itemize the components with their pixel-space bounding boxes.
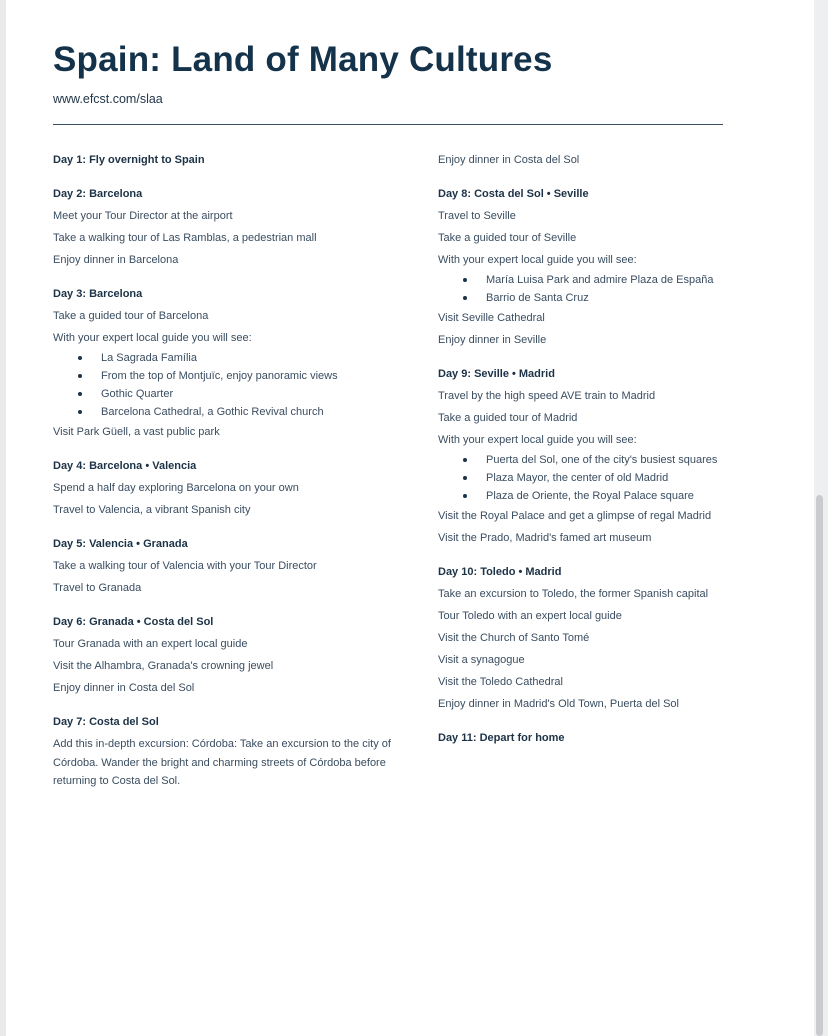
itinerary-line: Take a guided tour of Seville xyxy=(438,232,577,244)
day-title: Day 10: Toledo • Madrid xyxy=(438,566,562,578)
itinerary-line: Take a walking tour of Las Ramblas, a pedestrian mall xyxy=(53,232,317,244)
sight-list xyxy=(53,349,413,421)
itinerary-line: Tour Toledo with an expert local guide xyxy=(438,610,622,622)
itinerary-line: Enjoy dinner in Costa del Sol xyxy=(438,154,580,166)
itinerary-line: Tour Granada with an expert local guide xyxy=(53,638,248,650)
day-title: Day 4: Barcelona • Valencia xyxy=(53,460,197,472)
sight-list-item: Puerta del Sol, one of the city's busiest squares xyxy=(438,451,768,469)
itinerary-left-column xyxy=(53,149,413,803)
itinerary-line: With your expert local guide you will see: xyxy=(438,254,637,266)
day-title: Day 2: Barcelona xyxy=(53,188,143,200)
day-title: Day 8: Costa del Sol • Seville xyxy=(438,188,589,200)
sight-list-item: María Luisa Park and admire Plaza de España xyxy=(438,271,768,289)
page-title: Spain: Land of Many Cultures xyxy=(53,40,553,79)
itinerary-line: Visit Seville Cathedral xyxy=(438,312,545,324)
itinerary-line: Visit a synagogue xyxy=(438,654,525,666)
itinerary-line: Enjoy dinner in Costa del Sol xyxy=(53,682,195,694)
itinerary-line: Visit the Church of Santo Tomé xyxy=(438,632,590,644)
day-block xyxy=(53,283,413,443)
sight-list-item: Barrio de Santa Cruz xyxy=(438,289,768,307)
day-block xyxy=(438,149,768,171)
itinerary-line: Visit Park Güell, a vast public park xyxy=(53,426,220,438)
itinerary-line: Travel to Seville xyxy=(438,210,516,222)
itinerary-line: Take an excursion to Toledo, the former Spanish capital xyxy=(438,588,709,600)
itinerary-line: Visit the Toledo Cathedral xyxy=(438,676,563,688)
sight-list-item: La Sagrada Família xyxy=(53,349,413,367)
itinerary-line: Travel to Valencia, a vibrant Spanish city xyxy=(53,504,251,516)
itinerary-line: Take a guided tour of Barcelona xyxy=(53,310,209,322)
day-title: Day 6: Granada • Costa del Sol xyxy=(53,616,214,628)
day-block xyxy=(438,363,768,549)
scrollbar-thumb[interactable] xyxy=(816,495,823,1036)
day-block xyxy=(438,183,768,351)
itinerary-line: Enjoy dinner in Madrid's Old Town, Puerta del Sol xyxy=(438,698,679,710)
day-block xyxy=(438,727,768,749)
day-block xyxy=(53,711,413,791)
day-block xyxy=(53,533,413,599)
itinerary-line: Visit the Alhambra, Granada's crowning jewel xyxy=(53,660,274,672)
tour-url: www.efcst.com/slaa xyxy=(53,92,163,106)
itinerary-line: Visit the Royal Palace and get a glimpse of regal Madrid xyxy=(438,510,712,522)
day-title: Day 9: Seville • Madrid xyxy=(438,368,555,380)
itinerary-line: Visit the Prado, Madrid's famed art museum xyxy=(438,532,652,544)
itinerary-line: Enjoy dinner in Barcelona xyxy=(53,254,179,266)
sight-list-item: From the top of Montjuïc, enjoy panoramic views xyxy=(53,367,413,385)
day-title: Day 1: Fly overnight to Spain xyxy=(53,154,205,166)
day-block xyxy=(53,455,413,521)
itinerary-line: Take a guided tour of Madrid xyxy=(438,412,578,424)
itinerary-line: Meet your Tour Director at the airport xyxy=(53,210,233,222)
itinerary-line: With your expert local guide you will see: xyxy=(438,434,637,446)
itinerary-line: Travel to Granada xyxy=(53,582,142,594)
itinerary-right-column xyxy=(438,149,768,761)
day-title: Day 3: Barcelona xyxy=(53,288,143,300)
day-block xyxy=(53,611,413,699)
day-title: Day 7: Costa del Sol xyxy=(53,716,159,728)
sight-list xyxy=(438,271,768,307)
itinerary-line: Take a walking tour of Valencia with your Tour Director xyxy=(53,560,317,572)
itinerary-line: Enjoy dinner in Seville xyxy=(438,334,547,346)
excursion-description: Add this in-depth excursion: Córdoba: Take an excursion to the city of Córdoba. Wander the bright and charming streets of Córdoba before returning to Costa del Sol. xyxy=(53,738,391,787)
sight-list-item: Plaza Mayor, the center of old Madrid xyxy=(438,469,768,487)
sight-list-item: Plaza de Oriente, the Royal Palace square xyxy=(438,487,768,505)
itinerary-line: Spend a half day exploring Barcelona on your own xyxy=(53,482,299,494)
day-block xyxy=(53,183,413,271)
sight-list xyxy=(438,451,768,505)
day-block xyxy=(438,561,768,715)
day-title: Day 5: Valencia • Granada xyxy=(53,538,188,550)
itinerary-line: With your expert local guide you will see: xyxy=(53,332,252,344)
day-title: Day 11: Depart for home xyxy=(438,732,565,744)
divider xyxy=(53,124,723,125)
day-block xyxy=(53,149,413,171)
itinerary-line: Travel by the high speed AVE train to Madrid xyxy=(438,390,656,402)
sight-list-item: Gothic Quarter xyxy=(53,385,413,403)
sight-list-item: Barcelona Cathedral, a Gothic Revival church xyxy=(53,403,413,421)
